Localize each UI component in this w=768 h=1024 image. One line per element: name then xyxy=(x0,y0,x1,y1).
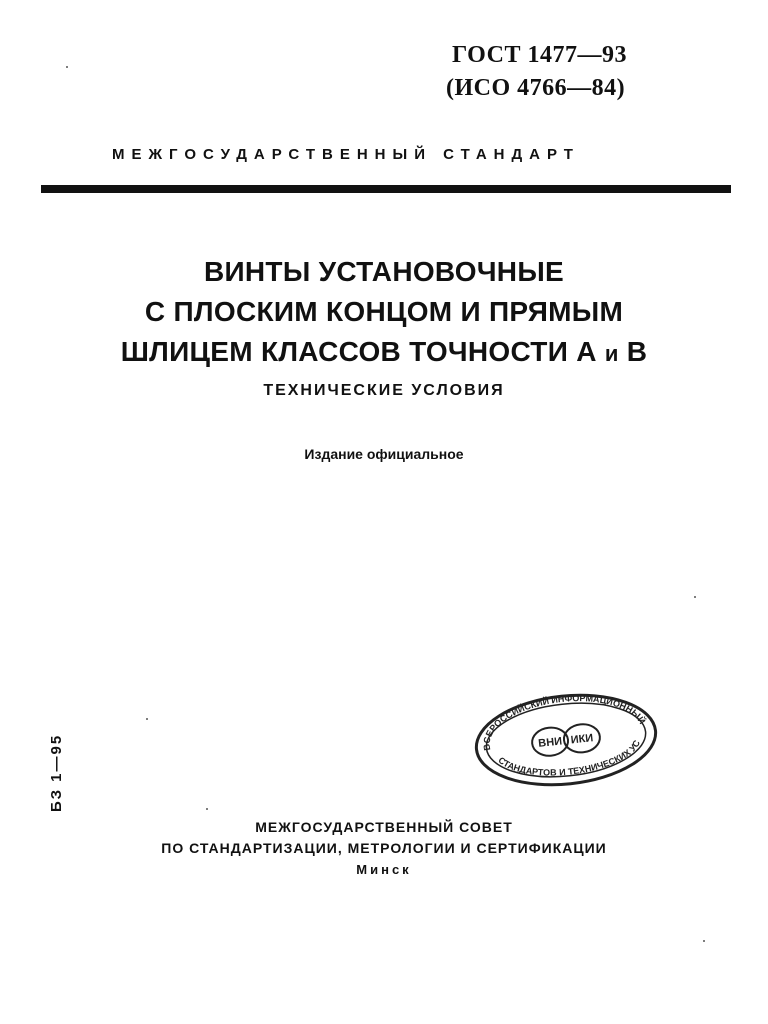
publisher-block xyxy=(60,817,708,880)
side-code: БЗ 1—95 xyxy=(48,733,65,812)
library-stamp xyxy=(468,690,664,790)
scan-speck xyxy=(694,596,696,598)
title-line-1: ВИНТЫ УСТАНОВОЧНЫЕ xyxy=(203,256,565,287)
scan-speck xyxy=(703,940,705,942)
title-line-3-part-1: ШЛИЦЕМ КЛАССОВ ТОЧНОСТИ А xyxy=(120,336,597,367)
gost-designation xyxy=(446,42,672,102)
publisher-line-1: МЕЖГОСУДАРСТВЕННЫЙ СОВЕТ xyxy=(255,819,513,835)
stamp-bottom-text: СТАНДАРТОВ И ТЕХНИЧЕСКИХ УСЛОВИЙ xyxy=(496,738,642,778)
stamp-center-left: ВНИ xyxy=(537,735,563,750)
scan-speck xyxy=(146,718,148,720)
publisher-line-2: ПО СТАНДАРТИЗАЦИИ, МЕТРОЛОГИИ И СЕРТИФИКАЦИИ xyxy=(161,840,607,856)
title-line-3-part-2: В xyxy=(626,336,648,367)
publisher-city: Минск xyxy=(356,862,412,877)
divider-rule xyxy=(41,185,731,193)
title-line-3 xyxy=(60,332,708,374)
scan-speck xyxy=(206,808,208,810)
standard-type: МЕЖГОСУДАРСТВЕННЫЙ СТАНДАРТ xyxy=(112,146,580,163)
title-line-2: С ПЛОСКИМ КОНЦОМ И ПРЯМЫМ xyxy=(144,296,624,327)
scan-speck xyxy=(66,66,68,68)
title-line-3-conjunction: и xyxy=(604,341,619,366)
document-subtitle: ТЕХНИЧЕСКИЕ УСЛОВИЯ xyxy=(263,382,505,399)
stamp-top-text: ВСЕРОССИЙСКИЙ ИНФОРМАЦИОННЫЙ xyxy=(481,693,648,752)
gost-number: ГОСТ 1477—93 xyxy=(452,42,627,68)
iso-number: (ИСО 4766—84) xyxy=(446,75,626,101)
edition-note: Издание официальное xyxy=(304,446,464,462)
stamp-center-right: ИКИ xyxy=(570,732,594,747)
document-title xyxy=(60,252,708,374)
